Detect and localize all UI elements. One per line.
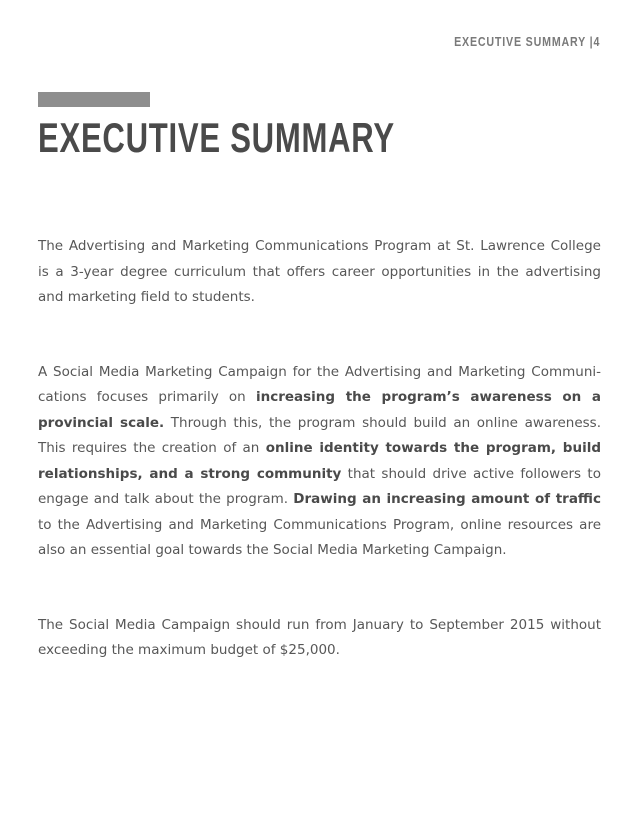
campaign-highlight-identity: online identity towards the program, build relationships, and a strong community [38,440,601,482]
campaign-text-2: Through this, the program should build an online awareness. This requires the creation of an [38,414,601,456]
running-header: EXECUTIVE SUMMARY |4 [453,34,600,49]
paragraph-intro: The Advertising and Marketing Communications Program at St. Lawrence College is a 3-year degree curriculum that offers career opportunities in the advertising and marketing field to students. [38,238,601,305]
paragraph-budget: The Social Media Campaign should run from January to September 2015 without exceeding the maximum budget of $25,000. [38,616,601,658]
campaign-text-1: A Social Media Marketing Campaign for the Advertising and Marketing Communications focuses primarily on [38,363,601,405]
campaign-text-4: to the Advertising and Marketing Communications Program, online resources are also an essential goal towards the Social Media Marketing Campaign. [38,516,601,558]
campaign-highlight-awareness: increasing the program’s awareness on a provincial scale. [38,389,601,431]
paragraph-campaign [38,360,601,564]
campaign-highlight-traffic: Drawing an increasing amount of traffic [293,491,601,507]
page-title: EXECUTIVE SUMMARY [38,114,395,161]
campaign-text-3: that should drive active followers to engage and talk about the program. [38,465,601,507]
title-accent-bar [38,92,150,107]
body-text [38,234,601,664]
